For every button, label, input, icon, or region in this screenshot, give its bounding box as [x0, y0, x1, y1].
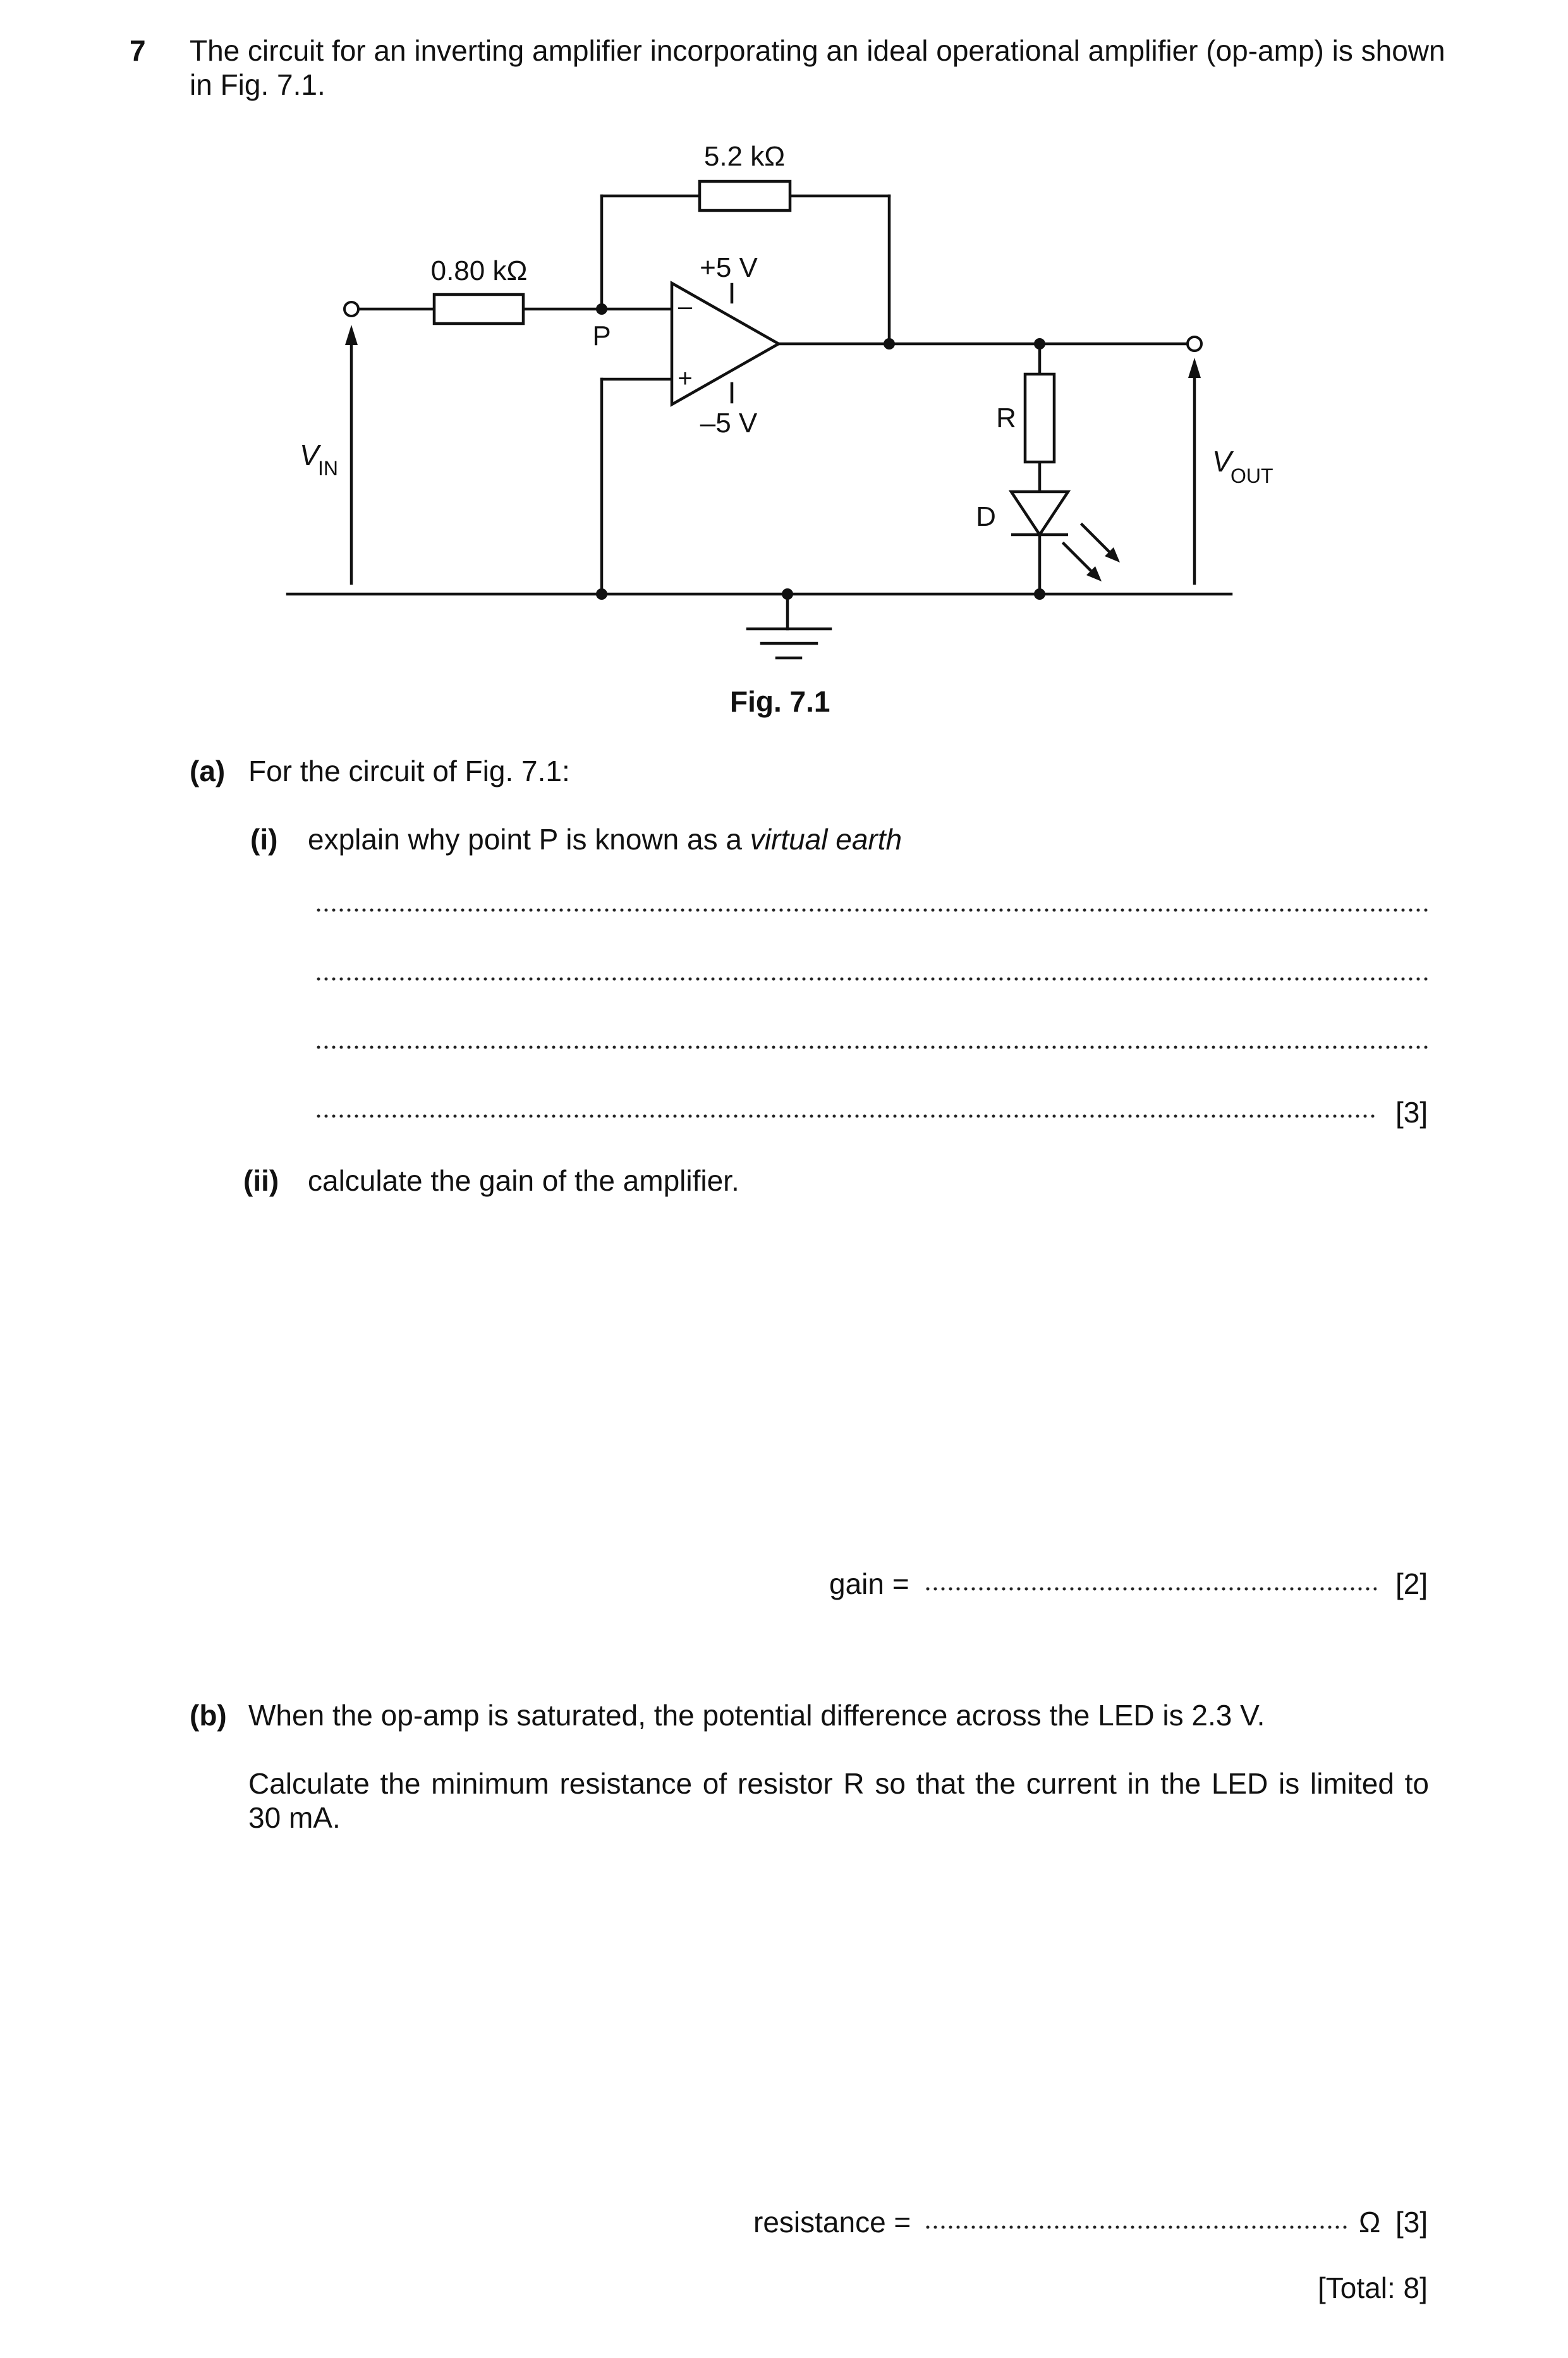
label-diode-d: D [976, 501, 996, 532]
part-a-i-marks: [3] [1395, 1096, 1428, 1129]
gain-answer-label: gain = [829, 1567, 909, 1600]
answer-line[interactable] [315, 1045, 1428, 1050]
label-vout: V [1212, 445, 1232, 478]
resistor-r [1025, 374, 1054, 462]
part-a-ii-text: calculate the gain of the amplifier. [308, 1164, 739, 1197]
label-inverting-input: – [678, 293, 693, 320]
label-vin-subscript: IN [318, 457, 338, 480]
figure-caption: Fig. 7.1 [730, 685, 830, 718]
gain-answer-line[interactable] [924, 1586, 1377, 1591]
question-number: 7 [130, 34, 146, 67]
resistance-unit: Ω [1359, 2206, 1381, 2239]
part-b-text-1: When the op-amp is saturated, the potential difference across the LED is 2.3 V. [248, 1699, 1265, 1732]
label-minus-supply: –5 V [700, 408, 758, 439]
part-a-label: (a) [190, 755, 226, 787]
part-b-text-2-line-1: Calculate the minimum resistance of resistor R so that the current in the LED is limited to [248, 1767, 1429, 1800]
resistance-answer-line[interactable] [924, 2225, 1347, 2230]
total-marks: [Total: 8] [1318, 2271, 1428, 2304]
part-a-ii-marks: [2] [1395, 1567, 1428, 1600]
answer-line[interactable] [315, 1114, 1377, 1119]
input-terminal [344, 302, 358, 316]
part-a-text: For the circuit of Fig. 7.1: [248, 755, 570, 787]
feedback-resistor [700, 181, 790, 210]
label-plus-supply: +5 V [700, 252, 758, 283]
question-intro-line-1: The circuit for an inverting amplifier incorporating an ideal operational amplifier (op-amp) is shown [190, 34, 1445, 67]
resistance-answer-label: resistance = [753, 2206, 911, 2239]
part-a-ii-label: (ii) [243, 1164, 279, 1197]
part-a-i-label: (i) [250, 823, 278, 856]
part-a-i-text: explain why point P is known as a virtual earth [308, 823, 903, 856]
label-vout-subscript: OUT [1231, 465, 1273, 487]
answer-line[interactable] [315, 908, 1428, 913]
label-r-feedback: 5.2 kΩ [703, 141, 786, 172]
circuit-diagram [0, 0, 1568, 733]
label-point-p: P [592, 320, 611, 351]
label-resistor-r: R [996, 403, 1016, 434]
output-terminal [1188, 337, 1201, 351]
input-resistor [434, 295, 523, 324]
part-b-marks: [3] [1395, 2206, 1428, 2239]
question-intro-line-2: in Fig. 7.1. [190, 68, 325, 101]
led-diode [1011, 492, 1068, 535]
label-noninverting-input: + [678, 365, 693, 392]
label-vin: V [300, 439, 319, 471]
part-b-label: (b) [190, 1699, 227, 1732]
answer-line[interactable] [315, 976, 1428, 981]
part-b-text-2-line-2: 30 mA. [248, 1801, 341, 1834]
label-r-input: 0.80 kΩ [430, 255, 528, 286]
